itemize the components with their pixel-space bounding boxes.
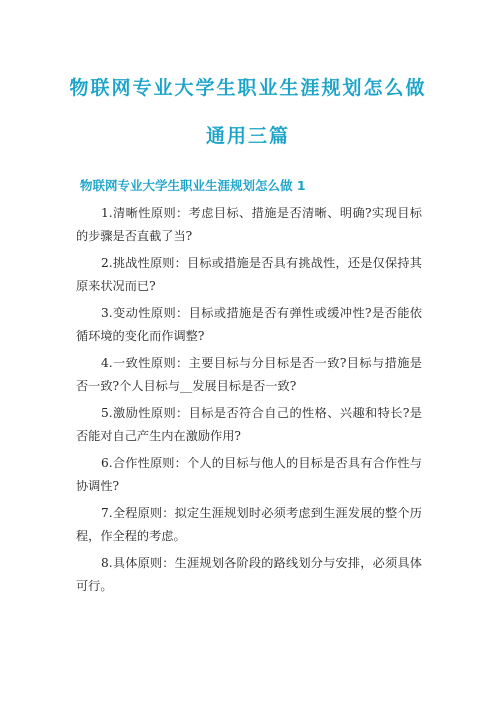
paragraph-motivation-principle: 5.激励性原则：目标是否符合自己的性格、兴趣和特长?是否能对自己产生内在激励作用? — [76, 406, 422, 443]
paragraph-consistency-principle: 4.一致性原则：主要目标与分目标是否一致?目标与措施是否一致?个人目标与__发展目标是否一致? — [76, 356, 422, 393]
document-title: 物联网专业大学生职业生涯规划怎么做 — [69, 77, 427, 99]
paragraph-cooperation-principle: 6.合作性原则：个人的目标与他人的目标是否具有合作性与协调性? — [76, 456, 422, 493]
paragraph-challenge-principle: 2.挑战性原则：目标或措施是否具有挑战性，还是仅保持其原来状况而已? — [76, 256, 422, 293]
paragraph-whole-process-principle: 7.全程原则：拟定生涯规划时必须考虑到生涯发展的整个历程，作全程的考虑。 — [76, 506, 422, 543]
section-heading: 物联网专业大学生职业生涯规划怎么做 1 — [80, 178, 306, 193]
paragraph-flexibility-principle: 3.变动性原则：目标或措施是否有弹性或缓冲性?是否能依循环境的变化而作调整? — [76, 306, 422, 343]
document-body — [76, 202, 422, 602]
paragraph-specificity-principle: 8.具体原则：生涯规划各阶段的路线划分与安排，必须具体可行。 — [76, 556, 422, 593]
document-subtitle: 通用三篇 — [205, 125, 290, 147]
paragraph-clarity-principle: 1.清晰性原则：考虑目标、措施是否清晰、明确?实现目标的步骤是否直截了当? — [76, 206, 422, 243]
